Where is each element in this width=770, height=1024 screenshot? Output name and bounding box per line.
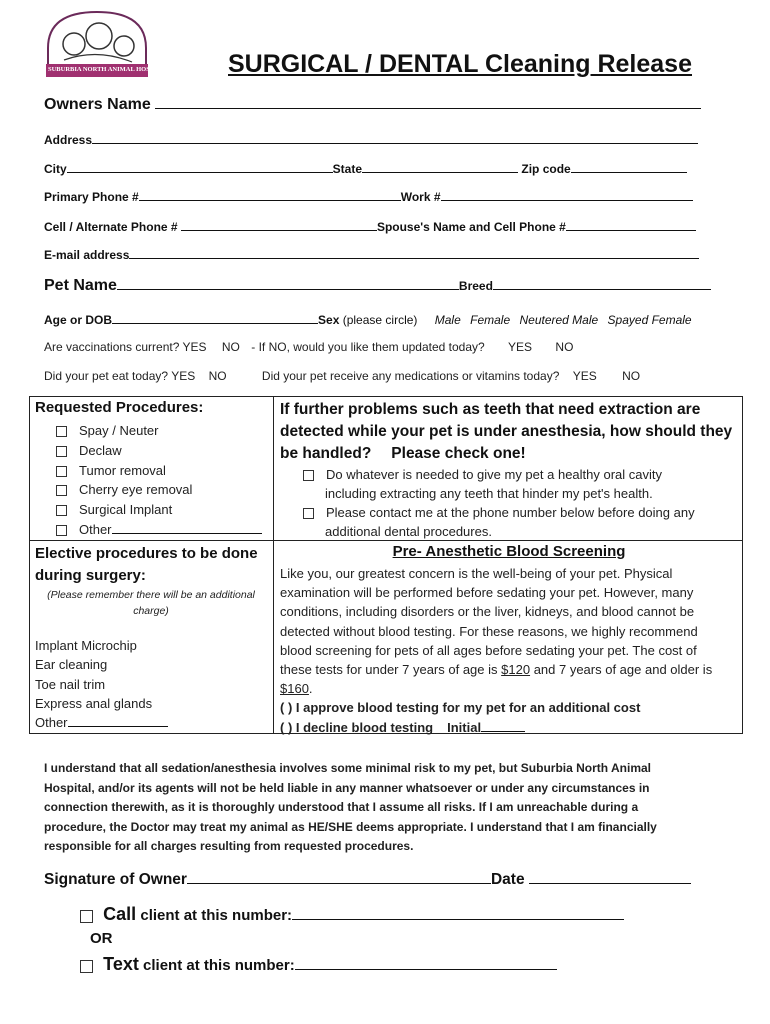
call-number-field[interactable] xyxy=(292,905,624,920)
city-text: City xyxy=(44,162,67,176)
age-dob-field[interactable] xyxy=(112,311,318,324)
consent-paragraph xyxy=(44,759,657,857)
vaccination-no[interactable]: NO xyxy=(221,340,240,354)
blood-line: detected without blood testing. For these reasons, we highly recommend xyxy=(280,623,698,639)
problems-option-1a: Do whatever is needed to give my pet a healthy oral cavity xyxy=(326,467,663,482)
consent-line: connection therewith, as it is thoroughly understood that I assume all risks. If I am unreachable during a xyxy=(44,800,639,815)
table-divider-vertical xyxy=(273,396,274,733)
requested-list xyxy=(56,421,262,540)
age-sex-row xyxy=(44,311,692,327)
date-label: Date xyxy=(490,871,525,888)
vaccination-update-no[interactable]: NO xyxy=(555,340,574,354)
checkbox-icon[interactable] xyxy=(56,485,67,496)
owners-name-label xyxy=(44,96,701,114)
elective-item[interactable]: Toe nail trim xyxy=(35,676,106,692)
zip-text: Zip code xyxy=(521,162,571,176)
checkbox-icon[interactable] xyxy=(303,508,314,519)
price-7-and-older: $160 xyxy=(280,681,309,697)
requested-item-label: Tumor removal xyxy=(79,462,166,478)
problems-option-1b: including extracting any teeth that hinder my pet's health. xyxy=(325,486,653,501)
elective-note xyxy=(33,587,269,619)
vaccination-question: Are vaccinations current? xyxy=(44,340,180,354)
requested-item-label: Other xyxy=(79,521,112,537)
email-field[interactable] xyxy=(129,246,699,259)
meds-no[interactable]: NO xyxy=(622,369,641,383)
sex-option-neutered-male[interactable]: Neutered Male xyxy=(519,313,599,327)
consent-line: Hospital, and/or its agents will not be held liable in any manner whatsoever or under any circumstances in xyxy=(44,780,650,795)
spouse-field[interactable] xyxy=(566,218,696,231)
eat-no[interactable]: NO xyxy=(208,369,227,383)
problems-option-contact-me[interactable] xyxy=(303,503,695,522)
checkbox-icon[interactable] xyxy=(303,470,314,481)
elective-note-line-2: charge) xyxy=(133,605,169,617)
address-field[interactable] xyxy=(92,131,698,144)
text-word: Text xyxy=(103,954,139,974)
requested-item[interactable] xyxy=(56,520,262,540)
address-label xyxy=(44,131,698,147)
elective-heading-line-2: during surgery: xyxy=(35,567,146,584)
sex-option-spayed-female[interactable]: Spayed Female xyxy=(607,313,692,327)
blood-heading: Pre- Anesthetic Blood Screening xyxy=(392,543,626,560)
signature-field[interactable] xyxy=(187,869,491,884)
hospital-logo xyxy=(44,8,170,80)
elective-item-other[interactable] xyxy=(35,713,168,732)
spouse-text: Spouse's Name and Cell Phone # xyxy=(376,220,566,234)
problems-heading-line-3b: Please check one! xyxy=(391,445,526,462)
checkbox-icon[interactable] xyxy=(56,466,67,477)
owners-name-text: Owners Name xyxy=(44,96,151,113)
requested-item[interactable] xyxy=(56,461,262,481)
primary-phone-field[interactable] xyxy=(139,188,401,201)
phone-row xyxy=(44,188,693,204)
initial-label: Initial xyxy=(447,719,482,735)
eat-meds-row xyxy=(44,369,640,383)
eat-question: Did your pet eat today? xyxy=(44,369,169,383)
eat-yes[interactable]: YES xyxy=(171,369,196,383)
blood-decline-option[interactable]: ( ) I decline blood testing xyxy=(280,719,434,735)
checkbox-icon[interactable] xyxy=(56,505,67,516)
requested-item-label: Spay / Neuter xyxy=(79,423,159,438)
logo-text: SUBURBIA NORTH ANIMAL HOSPITAL xyxy=(48,66,170,73)
date-field[interactable] xyxy=(529,869,691,884)
vaccination-yes[interactable]: YES xyxy=(182,340,207,354)
work-field[interactable] xyxy=(441,188,693,201)
zip-field[interactable] xyxy=(571,160,687,173)
problems-option-2a: Please contact me at the phone number below before doing any xyxy=(326,505,695,520)
text-number-field[interactable] xyxy=(295,955,557,970)
state-field[interactable] xyxy=(362,160,518,173)
blood-line: conditions, including disorders or the liver, kidneys, and blood cannot be xyxy=(280,604,695,620)
elective-item-label: Other xyxy=(35,715,68,731)
problems-option-do-whatever[interactable] xyxy=(303,465,695,484)
price-under-7: $120 xyxy=(501,662,531,678)
text-row xyxy=(80,954,557,975)
owners-name-field[interactable] xyxy=(155,96,701,109)
address-text: Address xyxy=(44,133,93,147)
signature-row xyxy=(44,869,691,889)
requested-item[interactable] xyxy=(56,480,262,500)
checkbox-icon[interactable] xyxy=(56,446,67,457)
cell-row xyxy=(44,218,696,234)
consent-line: responsible for all charges resulting from requested procedures. xyxy=(44,839,414,854)
blood-decline-row xyxy=(280,718,712,737)
problems-heading-line-3a: be handled? xyxy=(280,445,372,462)
sex-note: (please circle) xyxy=(342,313,418,327)
requested-item[interactable] xyxy=(56,421,262,441)
blood-line: blood screening for pets of all ages before sedating your pet. The cost of xyxy=(280,642,697,658)
blood-approve-option[interactable]: ( ) I approve blood testing for my pet for an additional cost xyxy=(280,700,641,716)
problems-heading-line-1: If further problems such as teeth that need extraction are xyxy=(280,401,701,418)
blood-line-6b: and 7 years of age and older is xyxy=(533,662,713,678)
call-row xyxy=(80,904,624,925)
blood-line-6a: these tests for under 7 years of age is xyxy=(280,662,498,678)
signature-owner-label: Signature of Owner xyxy=(44,871,187,888)
vaccination-update-question: - If NO, would you like them updated today? xyxy=(251,340,485,354)
consent-line: procedure, the Doctor may treat my animal as HE/SHE deems appropriate. I understand that I am financially xyxy=(44,819,657,834)
vaccination-row xyxy=(44,340,573,354)
initial-field[interactable] xyxy=(481,719,525,732)
pet-row xyxy=(44,277,711,295)
requested-item[interactable] xyxy=(56,441,262,461)
sex-option-female[interactable]: Female xyxy=(470,313,511,327)
requested-item-label: Cherry eye removal xyxy=(79,482,193,498)
elective-list xyxy=(35,636,168,732)
city-field[interactable] xyxy=(67,160,333,173)
primary-phone-text: Primary Phone # xyxy=(44,190,139,204)
meds-yes[interactable]: YES xyxy=(572,369,597,383)
requested-item-label: Surgical Implant xyxy=(79,502,173,518)
consent-line: I understand that all sedation/anesthesia involves some minimal risk to my pet, but Suburbia North Animal xyxy=(44,761,652,775)
meds-question: Did your pet receive any medications or vitamins today? xyxy=(261,369,560,383)
pet-name-text: Pet Name xyxy=(44,277,117,294)
work-text: Work # xyxy=(400,190,441,204)
state-text: State xyxy=(332,162,363,176)
text-rest: client at this number: xyxy=(143,957,295,974)
elective-item[interactable]: Ear cleaning xyxy=(35,657,108,673)
breed-text: Breed xyxy=(458,279,493,293)
call-checkbox-icon[interactable] xyxy=(80,910,93,923)
blood-line: Like you, our greatest concern is the well-being of your pet. Physical xyxy=(280,566,673,581)
other-procedure-field[interactable] xyxy=(112,521,262,534)
email-row xyxy=(44,246,699,262)
cell-field[interactable] xyxy=(181,218,377,231)
elective-note-line-1: (Please remember there will be an additional xyxy=(47,589,255,601)
pet-name-field[interactable] xyxy=(117,277,459,290)
age-dob-text: Age or DOB xyxy=(44,313,113,327)
elective-heading-line-1: Elective procedures to be done xyxy=(35,545,258,562)
sex-text: Sex xyxy=(318,313,340,327)
problems-options xyxy=(303,465,695,541)
requested-item-label: Declaw xyxy=(79,442,122,458)
checkbox-icon[interactable] xyxy=(56,525,67,536)
requested-item[interactable] xyxy=(56,500,262,520)
problems-heading-line-2: detected while your pet is under anesthesia, how should they xyxy=(280,423,733,440)
call-word: Call xyxy=(103,904,137,924)
elective-item[interactable]: Implant Microchip xyxy=(35,638,137,653)
requested-heading: Requested Procedures: xyxy=(35,399,204,416)
breed-field[interactable] xyxy=(493,277,711,290)
elective-other-field[interactable] xyxy=(68,714,168,727)
problems-option-2b: additional dental procedures. xyxy=(325,524,492,539)
elective-item[interactable]: Express anal glands xyxy=(35,695,153,711)
text-checkbox-icon[interactable] xyxy=(80,960,93,973)
vaccination-update-yes[interactable]: YES xyxy=(508,340,533,354)
sex-option-male[interactable]: Male xyxy=(434,313,461,327)
blood-line: examination will be performed before sedating your pet. However, many xyxy=(280,585,694,601)
blood-text: Like you, our greatest concern is the well-being of your pet. Physical examination will be performed before sedating your pet. However, many conditions, including disorders or the liver, kidneys, and blood cannot be detected without blood testing. For these reasons, we highly recommend blood screening for pets of all ages before sedating your pet. The cost of these tests for under 7 years of age is $120 and 7 years of age and older is $160. ( ) I approve blood testing for my pet for an additional cost ( ) I decline blood testing Initial xyxy=(280,564,712,737)
email-text: E-mail address xyxy=(44,248,130,262)
problems-heading xyxy=(280,399,732,465)
page-title: SURGICAL / DENTAL Cleaning Release xyxy=(228,50,692,78)
elective-heading xyxy=(35,543,258,587)
cell-text: Cell / Alternate Phone # xyxy=(44,220,178,234)
or-label: OR xyxy=(90,930,113,947)
checkbox-icon[interactable] xyxy=(56,426,67,437)
city-row xyxy=(44,160,687,176)
call-rest: client at this number: xyxy=(140,907,293,924)
